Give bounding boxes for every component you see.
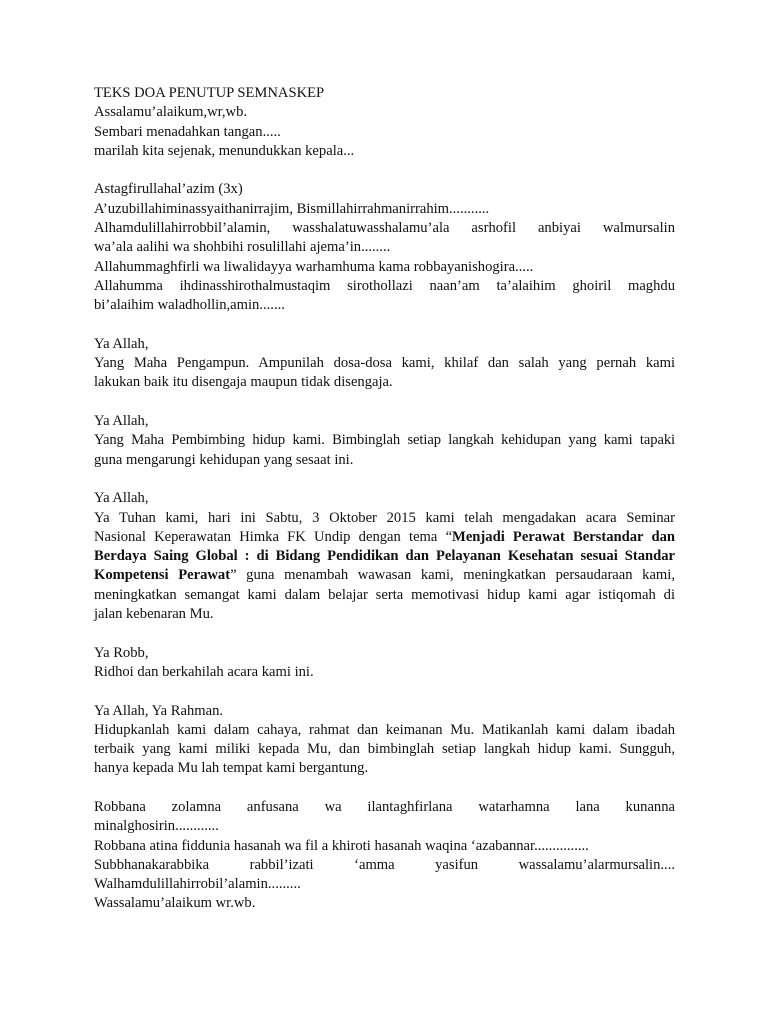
auzubillah-line: A’uzubillahiminassyaithanirrajim, Bismillahirrahmanirrahim........... — [94, 200, 490, 217]
spacer — [94, 779, 675, 798]
paragraph-1-heading: Ya Allah, — [94, 335, 149, 352]
hamdalah-line-1: Alhamdulillahirrobbil’alamin, wasshalatuwasshalamu’ala asrhofil anbiyai walmursalin — [94, 220, 675, 237]
closing-robbana-2: Robbana atina fiddunia hasanah wa fil a khiroti hasanah waqina ‘azabannar............... — [94, 837, 589, 854]
paragraph-3-line-4 — [94, 566, 675, 585]
paragraph-2-line-1: Yang Maha Pembimbing hidup kami. Bimbinglah setiap langkah kehidupan yang kami tapaki — [94, 432, 675, 449]
spacer — [94, 393, 675, 412]
opening-greeting: Assalamu’alaikum,wr,wb. — [94, 104, 248, 121]
spacer — [94, 161, 675, 180]
paragraph-4-heading: Ya Robb, — [94, 644, 149, 661]
paragraph-1-line-2: lakukan baik itu disengaja maupun tidak disengaja. — [94, 374, 393, 391]
paragraph-3-line-1: Ya Tuhan kami, hari ini Sabtu, 3 Oktober 2015 kami telah mengadakan acara Seminar — [94, 509, 675, 526]
ihdina-line-1: Allahumma ihdinasshirothalmustaqim sirothollazi naan’am ta’alaihim ghoiril maghdu — [94, 277, 675, 294]
paragraph-3-line-2-text: Nasional Keperawatan Himka FK Undip dengan tema “ — [94, 528, 453, 545]
closing-walhamdu: Walhamdulillahirrobil’alamin......... — [94, 876, 301, 893]
spacer — [94, 470, 675, 489]
istighfar-line: Astagfirullahal’azim (3x) — [94, 181, 243, 198]
paragraph-2-heading: Ya Allah, — [94, 413, 149, 430]
paragraph-4-line-1: Ridhoi dan berkahilah acara kami ini. — [94, 663, 314, 680]
closing-robbana-1-line-1: Robbana zolamna anfusana wa ilantaghfirlana watarhamna lana kunanna — [94, 798, 675, 815]
paragraph-5-line-1: Hidupkanlah kami dalam cahaya, rahmat dan keimanan Mu. Matikanlah kami dalam ibadah — [94, 721, 675, 738]
paragraph-5-line-3: hanya kepada Mu lah tempat kami bergantung. — [94, 760, 369, 777]
maghfirli-line: Allahummaghfirli wa liwalidayya warhamhuma kama robbayanishogira..... — [94, 258, 534, 275]
ihdina-line-2: bi’alaihim waladhollin,amin....... — [94, 297, 285, 314]
paragraph-1-line-1: Yang Maha Pengampun. Ampunilah dosa-dosa kami, khilaf dan salah yang pernah kami — [94, 355, 675, 372]
paragraph-3-line-4-text: ” guna menambah wawasan kami, meningkatkan persaudaraan kami, — [230, 567, 675, 584]
seminar-theme-part-1: Menjadi Perawat Berstandar dan — [452, 528, 675, 545]
document-title: TEKS DOA PENUTUP SEMNASKEP — [94, 85, 325, 101]
closing-robbana-1-line-2: minalghosirin............ — [94, 818, 219, 835]
spacer — [94, 624, 675, 643]
intro-line-2: marilah kita sejenak, menundukkan kepala... — [94, 142, 355, 159]
spacer — [94, 316, 675, 335]
paragraph-3-line-5: meningkatkan semangat kami dalam belajar serta memotivasi hidup kami agar istiqomah di — [94, 586, 675, 603]
seminar-theme-part-2: Berdaya Saing Global : di Bidang Pendidikan dan Pelayanan Kesehatan sesuai Standar — [94, 548, 675, 565]
intro-line-1: Sembari menadahkan tangan..... — [94, 123, 281, 140]
spacer — [94, 682, 675, 701]
seminar-theme-part-3: Kompetensi Perawat — [94, 567, 231, 584]
paragraph-3-line-6: jalan kebenaran Mu. — [94, 606, 214, 623]
paragraph-5-line-2: terbaik yang kami miliki kepada Mu, dan bimbinglah setiap langkah hidup kami. Sungguh, — [94, 741, 675, 758]
prayer-document — [94, 84, 675, 914]
paragraph-3-line-2 — [94, 528, 675, 547]
hamdalah-line-2: wa’ala aalihi wa shohbihi rosulillahi ajema’in........ — [94, 239, 391, 256]
closing-salam: Wassalamu’alaikum wr.wb. — [94, 895, 256, 912]
paragraph-5-heading: Ya Allah, Ya Rahman. — [94, 702, 224, 719]
paragraph-3-heading: Ya Allah, — [94, 490, 149, 507]
closing-subhana: Subbhanakarabbika rabbil’izati ‘amma yasifun wassalamu’alarmursalin.... — [94, 856, 675, 873]
paragraph-2-line-2: guna mengarungi kehidupan yang sesaat ini. — [94, 451, 354, 468]
